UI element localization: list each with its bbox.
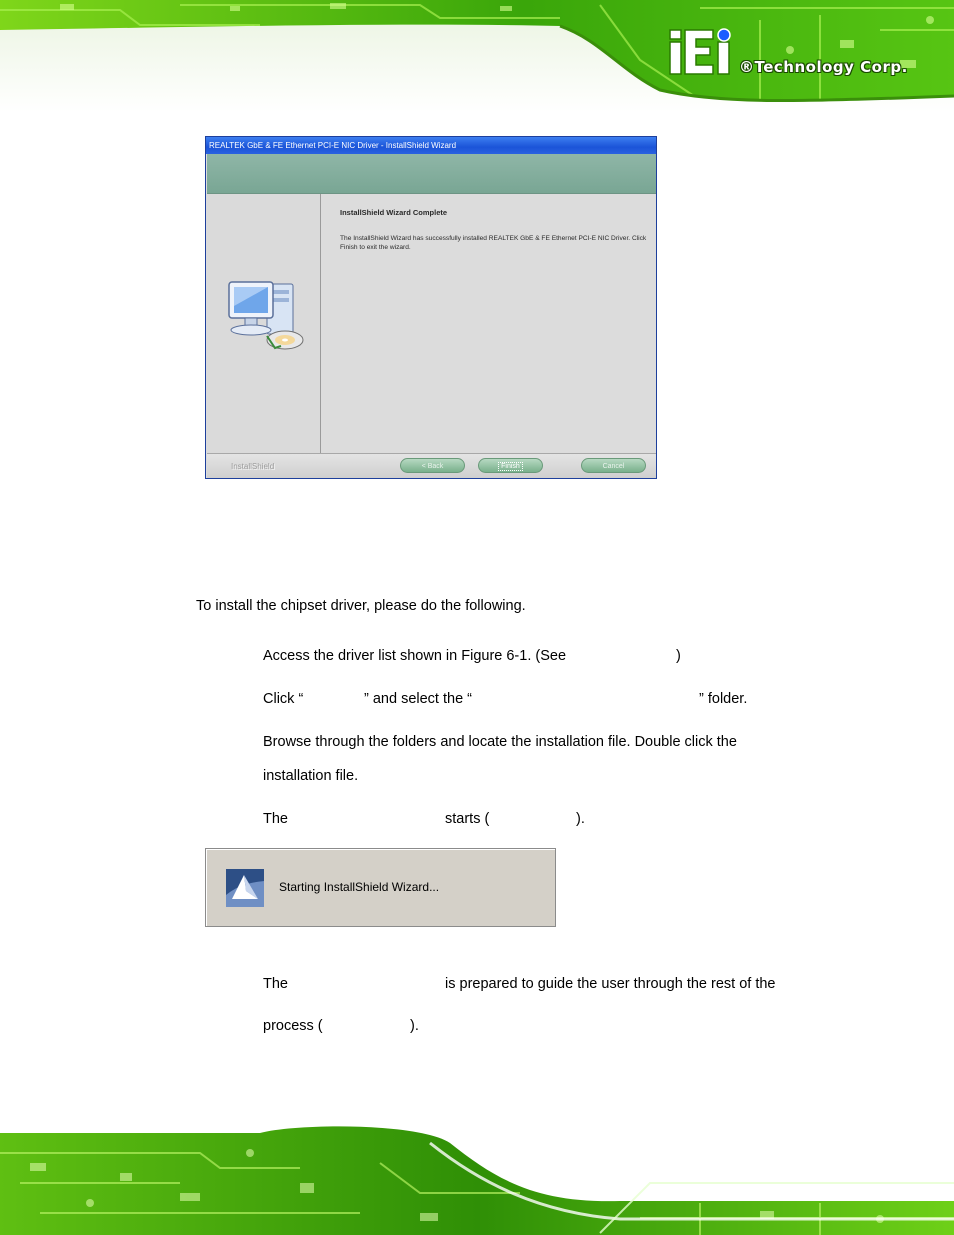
page-header — [0, 0, 954, 112]
installshield-complete-window — [205, 136, 657, 479]
window-title-bar: REALTEK GbE & FE Ethernet PCI-E NIC Driver - InstallShield Wizard — [206, 137, 656, 154]
finish-button[interactable] — [478, 458, 543, 473]
step-3-line-2: installation file. — [263, 768, 359, 784]
step-4-text-c: ). — [576, 811, 585, 827]
circuit-board-footer — [0, 1123, 954, 1235]
computer-install-icon — [223, 276, 305, 362]
wizard-side-panel — [207, 194, 321, 453]
back-button[interactable]: < Back — [400, 458, 465, 473]
wizard-heading: InstallShield Wizard Complete — [340, 208, 448, 217]
starting-message: Starting InstallShield Wizard... — [279, 880, 440, 894]
step-5-line-2-b: ). — [410, 1018, 419, 1034]
cancel-button[interactable]: Cancel — [581, 458, 646, 473]
page-footer — [0, 1123, 954, 1235]
starting-installshield-dialog — [205, 848, 556, 927]
iei-logo-icon — [668, 28, 738, 76]
step-2-text-b: ” and select the “ — [364, 691, 472, 707]
installshield-icon — [226, 869, 264, 907]
step-3-line-1: Browse through the folders and locate the installation file. Double click the — [263, 734, 737, 750]
brand-name: ®Technology Corp. — [739, 58, 908, 76]
step-5-text-a: The — [263, 976, 288, 992]
step-5-line-2-a: process ( — [263, 1018, 323, 1034]
step-4-text-a: The — [263, 811, 288, 827]
step-2-text-a: Click “ — [263, 691, 304, 707]
step-4-text-b: starts ( — [445, 811, 490, 827]
step-5-text-b: is prepared to guide the user through the rest of the — [445, 976, 776, 992]
wizard-banner — [207, 154, 656, 194]
wizard-button-bar — [207, 453, 656, 478]
wizard-content-panel — [321, 194, 656, 453]
step-2-text-c: ” folder. — [699, 691, 748, 707]
step-1-close: ) — [676, 648, 681, 664]
step-1-text: Access the driver list shown in Figure 6-1. (See — [263, 648, 567, 664]
finish-button-label: Finish — [498, 462, 523, 471]
circuit-board-banner — [0, 0, 954, 112]
intro-text: To install the chipset driver, please do the following. — [196, 598, 526, 614]
installshield-brand: InstallShield — [231, 462, 275, 471]
wizard-message: The InstallShield Wizard has successfully installed REALTEK GbE & FE Ethernet PCI-E NIC Driver. Click Finish to exit the wizard. — [340, 235, 647, 251]
